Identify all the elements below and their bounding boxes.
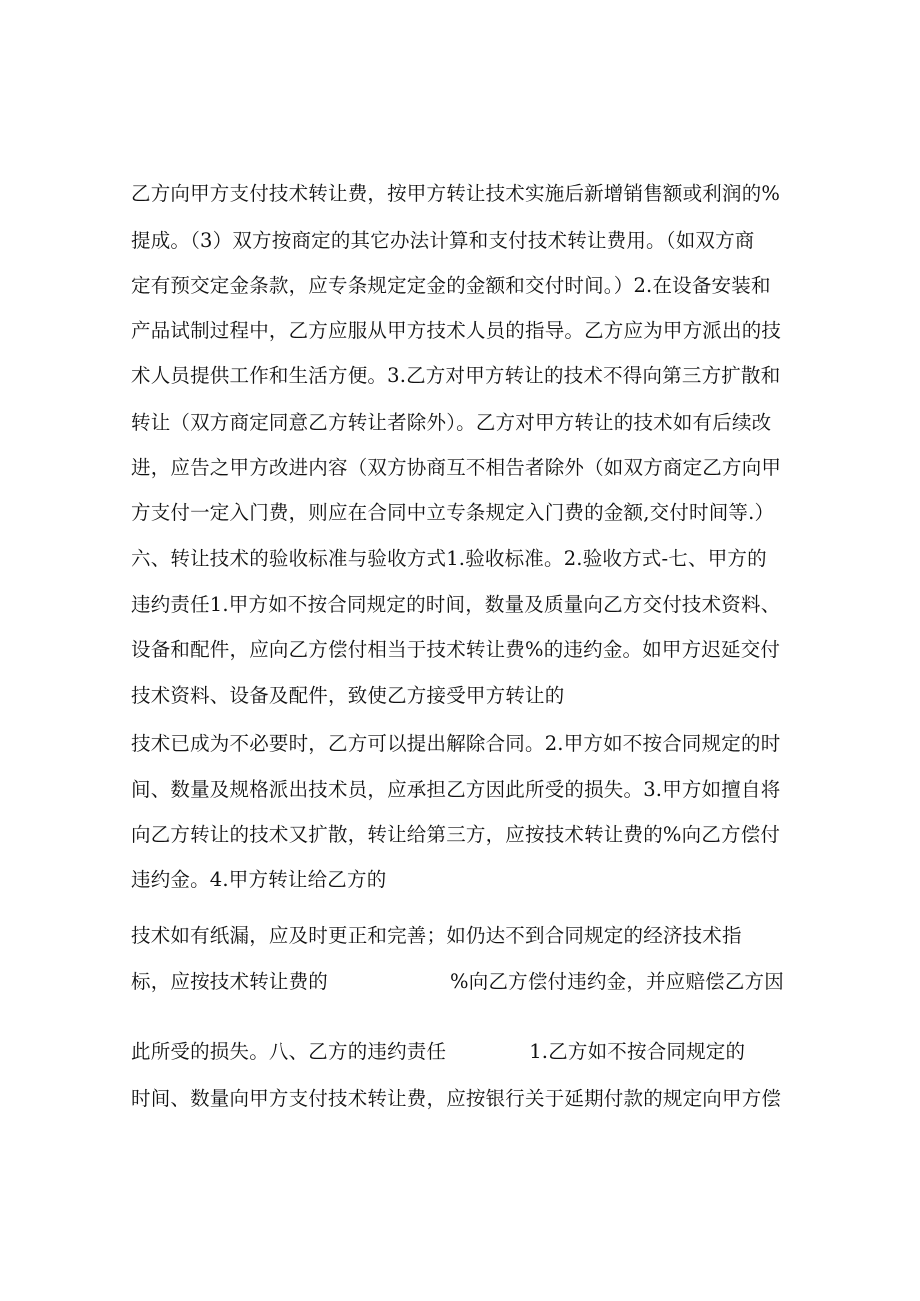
text-fragment: %向乙方偿付违约金，并应赔偿乙方因 <box>450 970 784 993</box>
text-line: 向乙方转让的技术又扩散，转让给第三方，应按技术转让费的%向乙方偿付 <box>131 823 781 846</box>
text-line: 六、转让技术的验收标准与验收方式1.验收标准。2.验收方式-七、甲方的 <box>131 547 767 570</box>
text-line: 设备和配件，应向乙方偿付相当于技术转让费%的违约金。如甲方迟延交付 <box>131 638 781 661</box>
text-line: 技术如有纸漏，应及时更正和完善；如仍达不到合同规定的经济技术指 <box>131 924 742 947</box>
text-line: 乙方向甲方支付技术转让费，按甲方转让技术实施后新增销售额或利润的% <box>131 182 781 205</box>
text-fragment: 标，应按技术转让费的 <box>131 970 329 993</box>
text-fragment: 此所受的损失。八、乙方的违约责任 <box>131 1040 447 1063</box>
text-fragment: 1.乙方如不按合同规定的 <box>529 1040 746 1063</box>
text-line <box>131 1038 745 1066</box>
text-line: 违约金。4.甲方转让给乙方的 <box>131 868 387 891</box>
text-line: 技术资料、设备及配件，致使乙方接受甲方转让的 <box>131 684 565 707</box>
text-line: 转让（双方商定同意乙方转让者除外）。乙方对甲方转让的技术如有后续改 <box>131 411 772 434</box>
text-line: 产品试制过程中，乙方应服从甲方技术人员的指导。乙方应为甲方派出的技 <box>131 319 782 342</box>
text-line: 间、数量及规格派出技术员，应承担乙方因此所受的损失。3.甲方如擅自将 <box>131 778 781 801</box>
text-line: 提成。（3）双方按商定的其它办法计算和支付技术转让费用。（如双方商 <box>131 229 755 252</box>
text-line: 进，应告之甲方改进内容（双方协商互不相告者除外（如双方商定乙方向甲 <box>131 456 782 479</box>
text-line: 定有预交定金条款，应专条规定定金的金额和交付时间。）2.在设备安装和 <box>131 274 771 297</box>
text-line <box>131 968 784 996</box>
text-line: 违约责任1.甲方如不按合同规定的时间，数量及质量向乙方交付技术资料、 <box>131 593 781 616</box>
text-line: 技术已成为不必要时，乙方可以提出解除合同。2.甲方如不按合同规定的时 <box>131 732 781 755</box>
text-line: 术人员提供工作和生活方便。3.乙方对甲方转让的技术不得向第三方扩散和 <box>131 364 781 387</box>
text-line: 时间、数量向甲方支付技术转让费，应按银行关于延期付款的规定向甲方偿 <box>131 1087 782 1110</box>
text-line: 方支付一定入门费，则应在合同中立专条规定入门费的金额,交付时间等.） <box>131 501 775 524</box>
